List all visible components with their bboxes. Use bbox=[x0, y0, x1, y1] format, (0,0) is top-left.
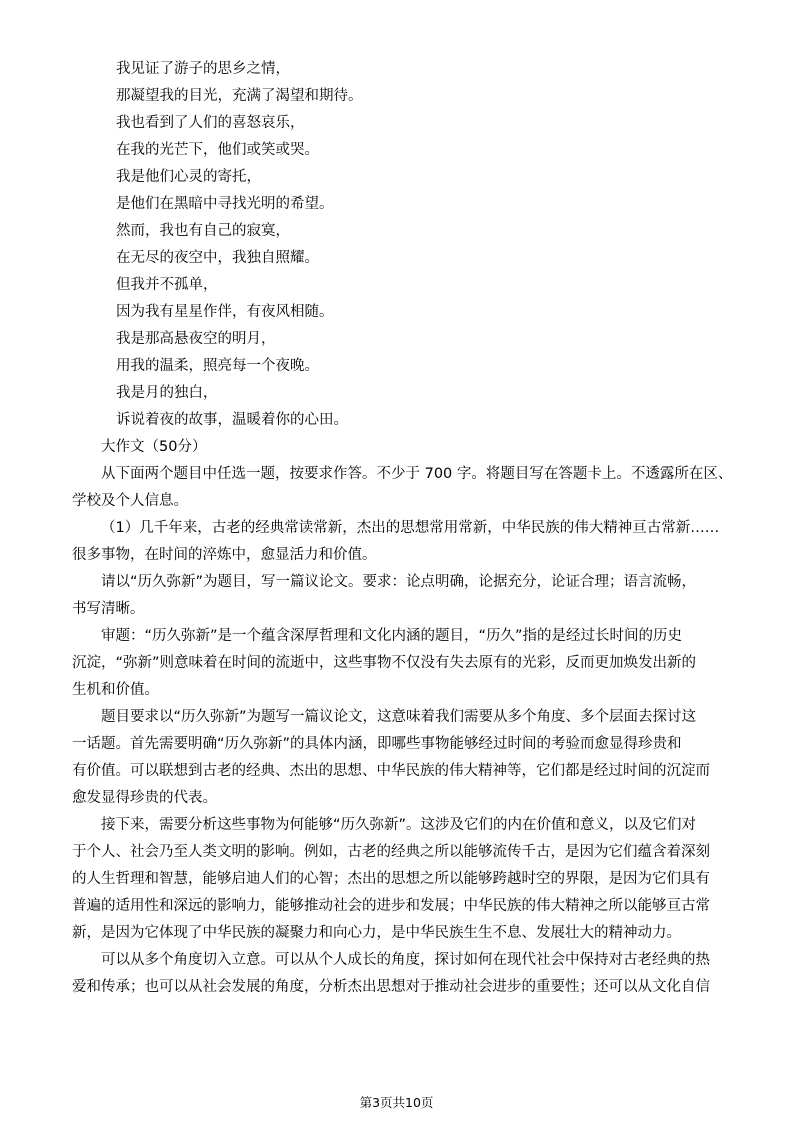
text-line: 书写清晰。 bbox=[72, 601, 145, 617]
text-line: 爱和传承；也可以从社会发展的角度，分析杰出思想对于推动社会进步的重要性；还可以从文化自信 bbox=[72, 979, 710, 995]
poem-line: 我是他们心灵的寄托， bbox=[116, 169, 261, 185]
text-line: 一话题。首先需要明确“历久弥新”的具体内涵，即哪些事物能够经过时间的考验而愈显得珍贵和 bbox=[72, 736, 682, 752]
poem-line: 是他们在黑暗中寻找光明的希望。 bbox=[116, 196, 334, 212]
text-line: 请以“历久弥新”为题目，写一篇议论文。要求：论点明确，论据充分，论证合理；语言流畅， bbox=[101, 574, 697, 590]
page-number-footer: 第3页共10页 bbox=[359, 1095, 434, 1110]
poem-line: 诉说着夜的故事，温暖着你的心田。 bbox=[116, 412, 348, 428]
text-line: 学校及个人信息。 bbox=[72, 493, 188, 509]
poem-line: 那凝望我的目光，充满了渴望和期待。 bbox=[116, 88, 363, 104]
text-line: 有价值。可以联想到古老的经典、杰出的思想、中华民族的伟大精神等，它们都是经过时间的沉淀而 bbox=[72, 763, 710, 779]
poem-line: 我是那高悬夜空的明月， bbox=[116, 331, 276, 347]
text-line: 题目要求以“历久弥新”为题写一篇议论文，这意味着我们需要从多个角度、多个层面去探讨这 bbox=[101, 709, 697, 725]
poem-block bbox=[116, 56, 363, 434]
text-line: 很多事物，在时间的淬炼中，愈显活力和价值。 bbox=[72, 547, 377, 563]
poem-line: 然而，我也有自己的寂寞， bbox=[116, 223, 290, 239]
text-line: （1）几千年来，古老的经典常读常新，杰出的思想常用常新，中华民族的伟大精神亘古常新…… bbox=[101, 520, 720, 536]
text-line: 新，是因为它体现了中华民族的凝聚力和向心力，是中华民族生生不息、发展壮大的精神动力。 bbox=[72, 925, 681, 941]
poem-line: 我也看到了人们的喜怒哀乐， bbox=[116, 115, 305, 131]
poem-line: 我是月的独白， bbox=[116, 385, 218, 401]
text-line: 可以从多个角度切入立意。可以从个人成长的角度，探讨如何在现代社会中保持对古老经典的热 bbox=[101, 952, 710, 968]
text-line: 沉淀，“弥新”则意味着在时间的流逝中，这些事物不仅没有失去原有的光彩，反而更加焕发出新的 bbox=[72, 655, 697, 671]
poem-line: 在我的光芒下，他们或笑或哭。 bbox=[116, 142, 319, 158]
text-line: 于个人、社会乃至人类文明的影响。例如，古老的经典之所以能够流传千古，是因为它们蕴含着深刻 bbox=[72, 844, 710, 860]
section-heading: 大作文（50分） bbox=[101, 439, 207, 455]
text-line: 生机和价值。 bbox=[72, 682, 159, 698]
text-line: 普遍的适用性和深远的影响力，能够推动社会的进步和发展；中华民族的伟大精神之所以能够亘古常 bbox=[72, 898, 710, 914]
poem-line: 因为我有星星作伴，有夜风相随。 bbox=[116, 304, 334, 320]
poem-line: 我见证了游子的思乡之情， bbox=[116, 61, 290, 77]
poem-line: 在无尽的夜空中，我独自照耀。 bbox=[116, 250, 319, 266]
text-line: 从下面两个题目中任选一题，按要求作答。不少于 700 字。将题目写在答题卡上。不透露所在区、 bbox=[101, 466, 733, 482]
text-line: 愈发显得珍贵的代表。 bbox=[72, 790, 217, 806]
text-line: 的人生哲理和智慧，能够启迪人们的心智；杰出的思想之所以能够跨越时空的界限，是因为它们具有 bbox=[72, 871, 710, 887]
poem-line: 用我的温柔，照亮每一个夜晚。 bbox=[116, 358, 319, 374]
text-line: 审题：“历久弥新”是一个蕴含深厚哲理和文化内涵的题目，“历久”指的是经过长时间的历史 bbox=[101, 628, 683, 644]
text-line: 接下来，需要分析这些事物为何能够“历久弥新”。这涉及它们的内在价值和意义，以及它们对 bbox=[101, 817, 697, 833]
poem-line: 但我并不孤单， bbox=[116, 277, 218, 293]
